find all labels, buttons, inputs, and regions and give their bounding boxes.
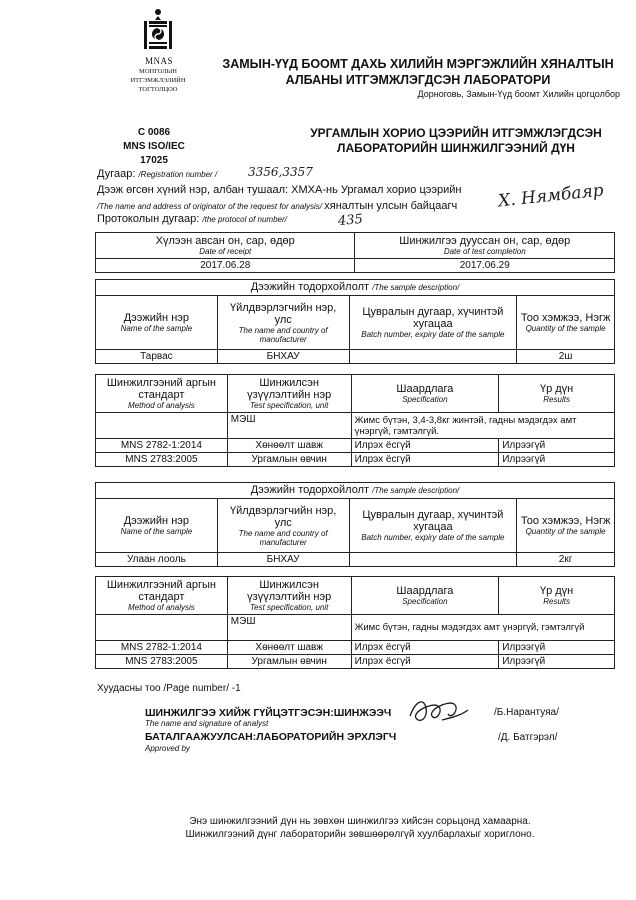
- col-label: Тоо хэмжээ, Нэгж: [520, 312, 611, 324]
- col-method: [96, 577, 228, 615]
- col-sample-name: [96, 296, 218, 350]
- col-label-en: Batch number, expiry date of the sample: [361, 533, 505, 542]
- col-quantity: [517, 499, 615, 553]
- protocol-number: 435: [337, 211, 364, 230]
- originator-value: ХМХА-нь Ургамал хорио цээрийн: [291, 184, 462, 196]
- reg-label: Дугаар:: [97, 168, 136, 180]
- col-label-en: Batch number, expiry date of the sample: [361, 330, 505, 339]
- protocol-line: [97, 213, 287, 225]
- table-row: [96, 413, 615, 439]
- table-row: [96, 615, 615, 641]
- col-label: Тоо хэмжээ, Нэгж: [520, 515, 611, 527]
- col-label-en: The name and country of manufacturer: [238, 528, 328, 547]
- approver-name: /Д. Батгэрэл/: [498, 732, 558, 743]
- soyombo-emblem-icon: [140, 8, 176, 54]
- sample-batch: [349, 350, 517, 364]
- test-spec: МЭШ: [227, 615, 351, 641]
- registration-line: [97, 168, 217, 180]
- lab-title-line: ЗАМЫН-ҮҮД БООМТ ДАХЬ ХИЛИЙН МЭРГЭЖЛИЙН ХЯНАЛТЫН: [222, 57, 614, 71]
- col-label: Үр дүн: [539, 383, 574, 395]
- col-quantity: [517, 296, 615, 350]
- table-row: [96, 641, 615, 655]
- test-spec: Хөнөөлт шавж: [227, 641, 351, 655]
- col-label-en: Name of the sample: [120, 527, 193, 536]
- test-method: MNS 2782-1:2014: [96, 641, 228, 655]
- sample-name: Тарвас: [96, 350, 218, 364]
- desc-title-en: /The sample description/: [372, 283, 460, 292]
- col-batch: [349, 499, 517, 553]
- col-spec: [227, 375, 351, 413]
- col-requirement: [351, 577, 499, 615]
- col-requirement: [351, 375, 499, 413]
- originator-label: Дээж өгсөн хүний нэр, албан тушаал:: [97, 184, 289, 196]
- certificate-title: [284, 126, 628, 156]
- org-sub-line: ТОГТОЛЦОО: [138, 86, 178, 93]
- accreditation-standard: MNS ISO/IEC 17025: [123, 141, 185, 166]
- originator-line: [97, 184, 461, 196]
- col-method: [96, 375, 228, 413]
- receipt-label-en: Date of receipt: [199, 247, 252, 256]
- org-sub-line: ИТГЭМЖЛЭЛИЙН: [130, 77, 186, 84]
- col-label: Шинжилсэн үзүүлэлтийн нэр: [247, 579, 332, 603]
- test-spec: МЭШ: [227, 413, 351, 439]
- col-label: Дээжийн нэр: [123, 312, 189, 324]
- desc-title: Дээжийн тодорхойлолт: [250, 484, 370, 496]
- col-label: Шаардлага: [396, 383, 454, 395]
- col-result: [499, 375, 615, 413]
- cert-title-line: УРГАМЛЫН ХОРИО ЦЭЭРИЙН ИТГЭМЖЛЭГДСЭН: [310, 126, 602, 140]
- test-requirement: Жимс бүтэн, 3,4-3,8кг жинтэй, гадны мэдэгдэх амт үнэргүй, гэмтэлгүй.: [351, 413, 614, 439]
- approver-label: БАТАЛГААЖУУЛСАН:ЛАБОРАТОРИЙН ЭРХЛЭГЧ: [145, 731, 397, 743]
- col-label-en: Results: [543, 597, 570, 606]
- originator-label-en: /The name and address of originator of the request for analysis/: [97, 202, 323, 211]
- test-requirement: Илрэх ёсгүй: [351, 453, 499, 467]
- disclaimer-line: Шинжилгээний дүнг лабораторийн зөвшөөрөлгүй хуулбарлахыг хориглоно.: [185, 829, 535, 840]
- receipt-label: Хүлээн авсан он, сар, өдөр: [155, 235, 295, 247]
- org-abbr: MNAS: [144, 56, 173, 66]
- desc-title: Дээжийн тодорхойлолт: [250, 281, 370, 293]
- table-row: [96, 439, 615, 453]
- col-label-en: Specification: [402, 597, 448, 606]
- cert-title-line: ЛАБОРАТОРИЙН ШИНЖИЛГЭЭНИЙ ДҮН: [337, 141, 575, 155]
- table-row: [96, 655, 615, 669]
- table-row: [96, 453, 615, 467]
- page-number: Хуудасны тоо /Page number/ -1: [97, 683, 241, 694]
- completion-label-en: Date of test completion: [443, 247, 526, 256]
- sample-manufacturer: БНХАУ: [217, 350, 349, 364]
- col-label-en: The name and country of manufacturer: [238, 325, 328, 344]
- col-label-en: Quantity of the sample: [525, 324, 606, 333]
- test-spec: Ургамлын өвчин: [227, 453, 351, 467]
- sample-quantity: 2кг: [517, 553, 615, 567]
- registration-number: 3356,3357: [248, 165, 313, 179]
- receipt-header: [96, 233, 355, 259]
- sample-description-table: [95, 482, 615, 567]
- lab-title: [208, 56, 628, 88]
- approver-label-en: Approved by: [145, 744, 190, 753]
- col-result: [499, 577, 615, 615]
- col-label-en: Results: [543, 395, 570, 404]
- col-label: Дээжийн нэр: [123, 515, 189, 527]
- analyst-name: /Б.Нарантуяа/: [494, 707, 559, 718]
- completion-label: Шинжилгээ дууссан он, сар, өдөр: [399, 235, 571, 247]
- col-label: Шинжилсэн үзүүлэлтийн нэр: [247, 377, 332, 401]
- originator-line-en: [97, 200, 457, 212]
- col-label-en: Method of analysis: [128, 401, 195, 410]
- test-method: MNS 2783:2005: [96, 453, 228, 467]
- col-label: Цувралын дугаар, хүчинтэй хугацаа: [362, 509, 504, 533]
- col-label-en: Test specification, unit: [249, 603, 329, 612]
- col-label: Үйлдвэрлэгчийн нэр, улс: [229, 504, 337, 529]
- sample-batch: [349, 553, 517, 567]
- col-sample-name: [96, 499, 218, 553]
- test-requirement: Жимс бүтэн, гадны мэдэгдэх амт үнэргүй, гэмтэлгүй: [351, 615, 614, 641]
- test-spec: Хөнөөлт шавж: [227, 439, 351, 453]
- test-result: Илрээгүй: [499, 655, 615, 669]
- test-result: Илрээгүй: [499, 439, 615, 453]
- col-label: Үр дүн: [539, 585, 574, 597]
- lab-address: Дорноговь, Замын-Үүд боомт Хилийн цогцолбор: [417, 89, 620, 99]
- test-requirement: Илрэх ёсгүй: [351, 655, 499, 669]
- col-label: Шаардлага: [396, 585, 454, 597]
- disclaimer-note: [140, 815, 580, 841]
- col-manufacturer: [217, 296, 349, 350]
- col-manufacturer: [217, 499, 349, 553]
- accreditation-code: C 0086: [137, 127, 171, 138]
- desc-title-en: /The sample description/: [372, 486, 460, 495]
- originator-value-2: хяналтын улсын байцаагч: [324, 200, 458, 212]
- protocol-label-en: /the protocol of number/: [202, 215, 287, 224]
- disclaimer-line: Энэ шинжилгээний дүн нь зөвхөн шинжилгээ хийсэн сорьцонд хамаарна.: [189, 816, 531, 827]
- sample-quantity: 2ш: [517, 350, 615, 364]
- col-batch: [349, 296, 517, 350]
- test-result: Илрээгүй: [499, 453, 615, 467]
- completion-header: [355, 233, 615, 259]
- col-label: Цувралын дугаар, хүчинтэй хугацаа: [362, 306, 504, 330]
- accreditation: [114, 126, 194, 168]
- sample-description-table: [95, 279, 615, 364]
- sample-name: Улаан лооль: [96, 553, 218, 567]
- results-table: [95, 576, 615, 669]
- org-sub-line: МОНГОЛЫН: [139, 68, 177, 75]
- sample-manufacturer: БНХАУ: [217, 553, 349, 567]
- results-table: [95, 374, 615, 467]
- col-label: Шинжилгээний аргын стандарт: [106, 377, 216, 401]
- receipt-date: 2017.06.28: [96, 259, 355, 273]
- protocol-label: Протоколын дугаар:: [97, 213, 200, 225]
- col-label-en: Name of the sample: [120, 324, 193, 333]
- analyst-label: ШИНЖИЛГЭЭ ХИЙЖ ГҮЙЦЭТГЭСЭН:ШИНЖЭЭЧ: [145, 707, 392, 719]
- test-spec: Ургамлын өвчин: [227, 655, 351, 669]
- col-label-en: Specification: [402, 395, 448, 404]
- dates-table: [95, 232, 615, 273]
- signature-icon: [402, 694, 472, 728]
- col-spec: [227, 577, 351, 615]
- test-method: [96, 615, 228, 641]
- completion-date: 2017.06.29: [355, 259, 615, 273]
- sample-description-title: [96, 483, 615, 499]
- col-label-en: Method of analysis: [128, 603, 195, 612]
- test-result: Илрээгүй: [499, 641, 615, 655]
- sample-description-title: [96, 280, 615, 296]
- col-label-en: Quantity of the sample: [525, 527, 606, 536]
- org-subtitle: [118, 67, 198, 94]
- test-requirement: Илрэх ёсгүй: [351, 439, 499, 453]
- test-method: MNS 2783:2005: [96, 655, 228, 669]
- test-method: [96, 413, 228, 439]
- originator-handwritten-name: Х. Нямбаяр: [497, 180, 605, 212]
- col-label: Үйлдвэрлэгчийн нэр, улс: [229, 301, 337, 326]
- col-label-en: Test specification, unit: [249, 401, 329, 410]
- col-label: Шинжилгээний аргын стандарт: [106, 579, 216, 603]
- test-method: MNS 2782-1:2014: [96, 439, 228, 453]
- test-requirement: Илрэх ёсгүй: [351, 641, 499, 655]
- analyst-label-en: The name and signature of analyst: [145, 719, 269, 728]
- lab-title-line: АЛБАНЫ ИТГЭМЖЛЭГДСЭН ЛАБОРАТОРИ: [285, 73, 551, 87]
- reg-label-en: /Registration number /: [138, 170, 218, 179]
